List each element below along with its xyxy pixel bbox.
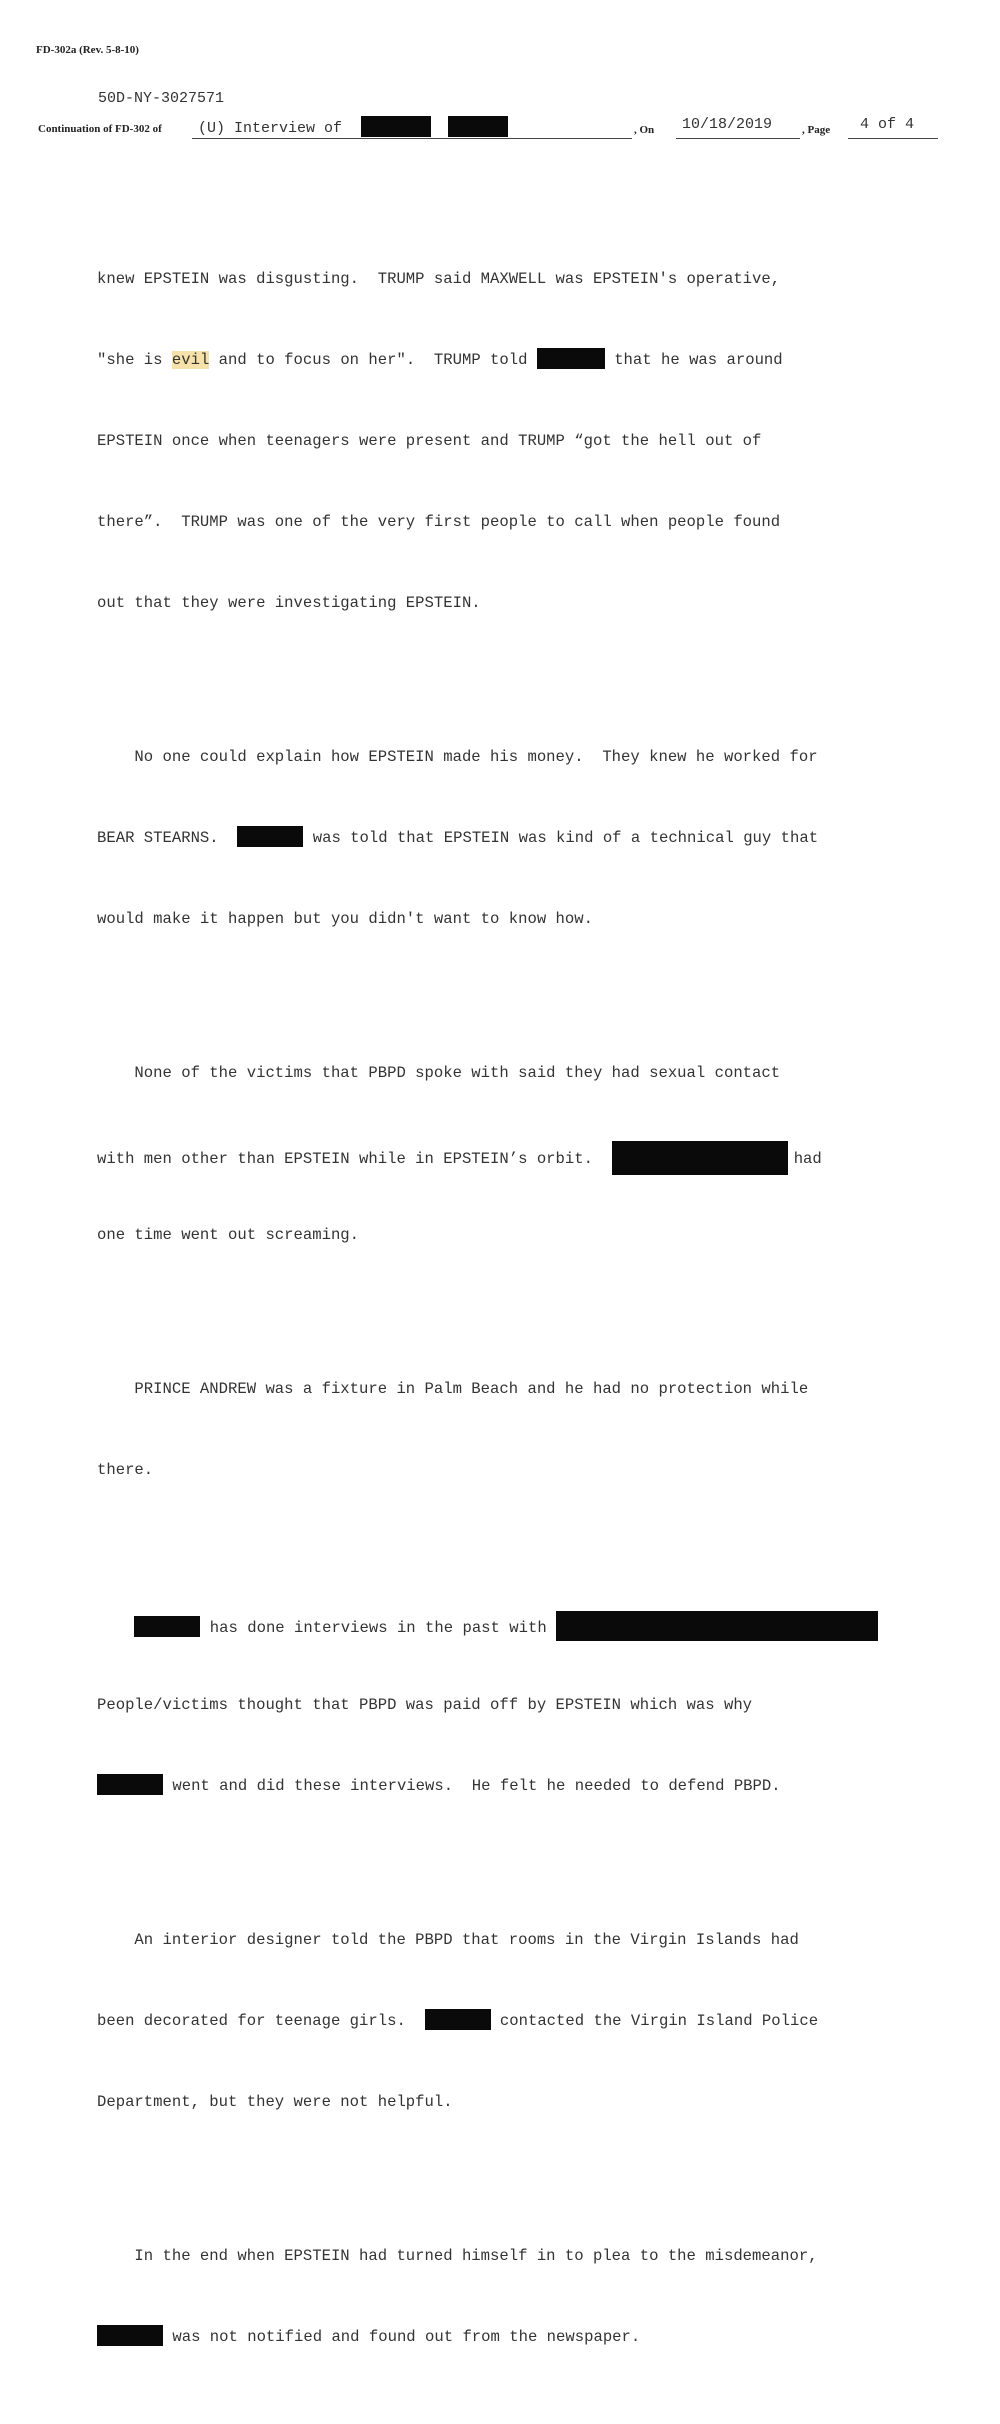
paragraph	[97, 1873, 947, 2170]
text-line: there”. TRUMP was one of the very first people to call when people found	[97, 513, 781, 531]
subject-text: (U) Interview of	[198, 120, 343, 137]
text-line: An interior designer told the PBPD that rooms in the Virgin Islands had	[97, 1931, 799, 1949]
text-span	[97, 1619, 134, 1637]
text-line: there.	[97, 1461, 154, 1479]
text-line: People/victims thought that PBPD was paid off by EPSTEIN which was why	[97, 1696, 753, 1714]
text-span: that he was around	[604, 351, 783, 369]
text-line: knew EPSTEIN was disgusting. TRUMP said MAXWELL was EPSTEIN's operative,	[97, 270, 781, 288]
paragraph	[97, 212, 947, 671]
redaction-box	[556, 1611, 878, 1641]
paragraph	[97, 1006, 947, 1303]
file-number: 50D-NY-3027571	[98, 90, 225, 107]
text-line	[97, 825, 947, 852]
subject-field	[192, 116, 632, 139]
paragraph	[97, 1322, 947, 1538]
text-line: No one could explain how EPSTEIN made his money. They knew he worked for	[97, 748, 818, 766]
redaction-box	[97, 2325, 163, 2346]
text-span: had	[793, 1150, 822, 1168]
highlighted-word: evil	[171, 351, 210, 369]
text-span: and to focus on her". TRUMP told	[209, 351, 537, 369]
text-span: "she is	[97, 351, 172, 369]
text-line: out that they were investigating EPSTEIN.	[97, 594, 481, 612]
redaction-box	[448, 116, 508, 137]
paragraph	[97, 1557, 947, 1854]
text-line: EPSTEIN once when teenagers were present and TRUMP “got the hell out of	[97, 432, 762, 450]
text-span: with men other than EPSTEIN while in EPSTEIN’s orbit.	[97, 1150, 612, 1168]
text-span: was not notified and found out from the newspaper.	[163, 2328, 641, 2346]
page-field	[848, 116, 938, 139]
text-line	[97, 347, 947, 374]
text-line: In the end when EPSTEIN had turned himself in to plea to the misdemeanor,	[97, 2247, 818, 2265]
redaction-box	[537, 348, 605, 369]
redaction-box	[134, 1616, 200, 1637]
document-body	[97, 212, 947, 2424]
text-line	[97, 2008, 947, 2035]
redaction-box	[612, 1141, 788, 1175]
text-span: contacted the Virgin Island Police	[490, 2012, 819, 2030]
text-line	[97, 1611, 947, 1638]
page-text: 4 of 4	[860, 116, 915, 133]
paragraph	[97, 2189, 947, 2405]
redaction-box	[361, 116, 431, 137]
text-line: PRINCE ANDREW was a fixture in Palm Beach and he had no protection while	[97, 1380, 809, 1398]
text-line	[97, 1141, 947, 1168]
text-span: was told that EPSTEIN was kind of a technical guy that	[303, 829, 819, 847]
text-line	[97, 1773, 947, 1800]
form-id: FD-302a (Rev. 5-8-10)	[36, 44, 139, 56]
text-span: BEAR STEARNS.	[97, 829, 238, 847]
paragraph	[97, 690, 947, 987]
redaction-box	[425, 2009, 491, 2030]
text-line	[97, 2324, 947, 2351]
redaction-box	[97, 1774, 163, 1795]
date-field	[676, 116, 800, 139]
text-line: Department, but they were not helpful.	[97, 2093, 453, 2111]
continuation-label: Continuation of FD-302 of	[38, 123, 162, 135]
page-label: , Page	[802, 124, 831, 136]
text-line: None of the victims that PBPD spoke with said they had sexual contact	[97, 1064, 781, 1082]
redaction-box	[237, 826, 303, 847]
text-line: one time went out screaming.	[97, 1226, 360, 1244]
text-span: went and did these interviews. He felt he needed to defend PBPD.	[163, 1777, 781, 1795]
text-line: would make it happen but you didn't want to know how.	[97, 910, 593, 928]
date-text: 10/18/2019	[682, 116, 773, 133]
on-label: , On	[634, 124, 655, 136]
text-span: has done interviews in the past with	[200, 1619, 557, 1637]
text-span: been decorated for teenage girls.	[97, 2012, 425, 2030]
